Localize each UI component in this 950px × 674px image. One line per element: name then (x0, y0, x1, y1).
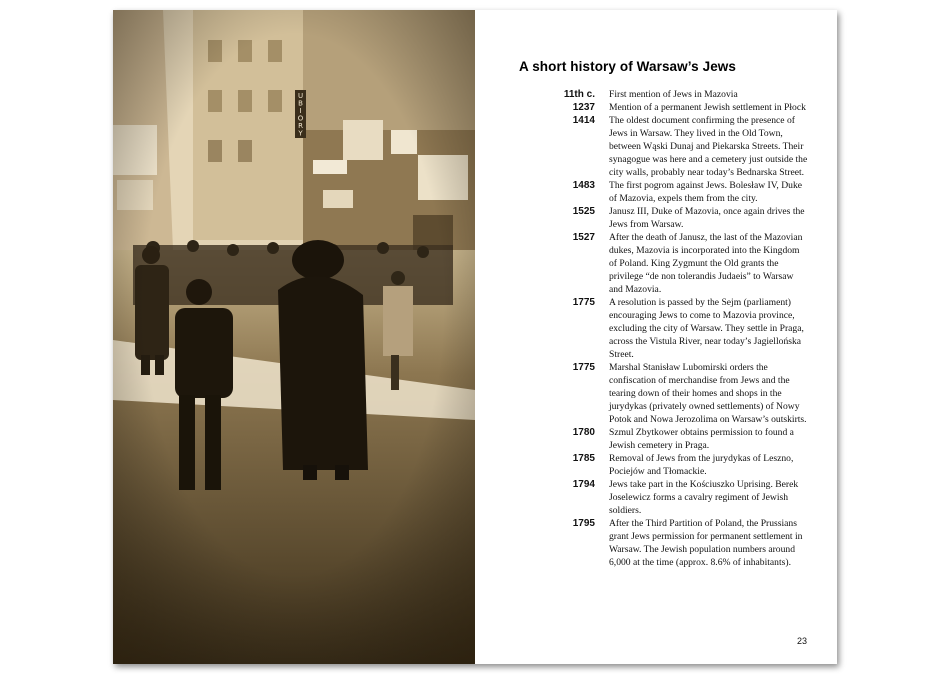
timeline-entry (519, 205, 809, 231)
book-spread (113, 10, 837, 664)
timeline-text: A resolution is passed by the Sejm (parliament) encouraging Jews to come to Mazovia province, excluding the city of Warsaw. They settle in Praga, across the Vistula River, near today’s Jagiellońska Street. (609, 297, 804, 360)
timeline-entry (519, 88, 809, 101)
timeline-entry (519, 101, 809, 114)
timeline-year: 1794 (572, 479, 595, 490)
page-title: A short history of Warsaw’s Jews (519, 59, 737, 74)
timeline-entry (519, 517, 809, 569)
timeline-entry (519, 478, 809, 517)
timeline-text: After the Third Partition of Poland, the Prussians grant Jews permission for permanent settlement in Warsaw. The Jewish population numbers around 6,000 at the time (approx. 8.6% of inhabitants). (609, 518, 803, 568)
timeline-year: 1775 (572, 362, 595, 373)
timeline-year: 1483 (572, 180, 595, 191)
page-number: 23 (797, 636, 808, 646)
timeline-text: The oldest document confirming the presence of Jews in Warsaw. They lived in the Old Town, between Wąski Dunaj and Piekarska Streets. Their synagogue was here and a cemetery just outside the city walls, probably near today’s Bednarska Street. (609, 115, 808, 178)
timeline-text: First mention of Jews in Mazovia (609, 89, 738, 100)
timeline-text: Janusz III, Duke of Mazovia, once again drives the Jews from Warsaw. (609, 206, 805, 230)
timeline-text: After the death of Janusz, the last of the Mazovian dukes, Mazovia is incorporated into the Kingdom of Poland. King Zygmunt the Old grants the privilege “de non tolerandis Judaeis” to Warsaw and Mazovia. (609, 232, 803, 295)
timeline-year: 1525 (572, 206, 595, 217)
timeline-entry (519, 179, 809, 205)
timeline-text: Mention of a permanent Jewish settlement in Płock (609, 102, 806, 113)
timeline-entry (519, 426, 809, 452)
timeline-entry (519, 231, 809, 296)
timeline-year: 1775 (572, 297, 595, 308)
timeline-entry (519, 296, 809, 361)
timeline-entry (519, 452, 809, 478)
timeline-year: 1785 (572, 453, 595, 464)
timeline-year: 1795 (572, 518, 595, 529)
timeline-year: 1237 (572, 102, 595, 113)
timeline-text: Szmul Zbytkower obtains permission to found a Jewish cemetery in Praga. (609, 427, 794, 451)
timeline-year: 1780 (572, 427, 595, 438)
text-page (475, 10, 837, 664)
timeline-text: The first pogrom against Jews. Bolesław IV, Duke of Mazovia, expels them from the city. (609, 180, 802, 204)
timeline-text: Removal of Jews from the jurydykas of Leszno, Pociejów and Tłomackie. (609, 453, 794, 477)
timeline-text: Marshal Stanisław Lubomirski orders the confiscation of merchandise from Jews and the tearing down of their homes and shops in the jurydykas (privately owned settlements) of Nowy Potok and Nowa Jerozolima on Warsaw’s outskirts. (609, 362, 807, 425)
street-photo (113, 10, 475, 664)
timeline-year: 1527 (572, 232, 595, 243)
timeline-text: Jews take part in the Kościuszko Uprising. Berek Joselewicz forms a cavalry regiment of Jewish soldiers. (609, 479, 799, 516)
timeline-entry (519, 361, 809, 426)
street-scene-illustration (113, 10, 475, 664)
timeline-year: 1414 (572, 115, 595, 126)
history-timeline (519, 88, 809, 569)
timeline-entry (519, 114, 809, 179)
timeline-year: 11th c. (563, 89, 595, 100)
